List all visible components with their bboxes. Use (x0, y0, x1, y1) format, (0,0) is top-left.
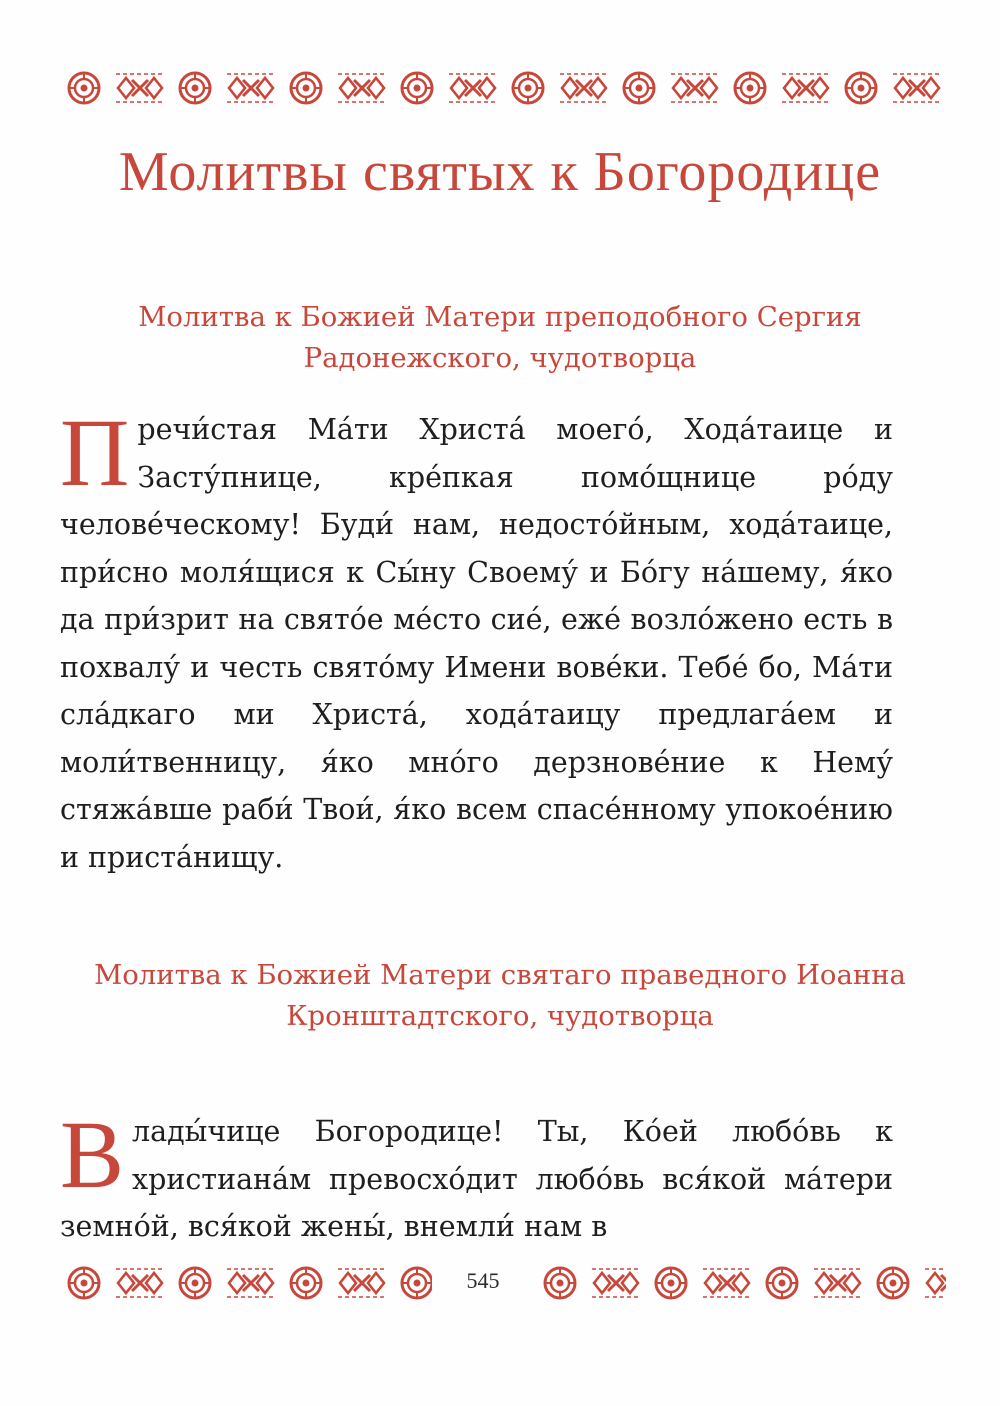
drop-cap-letter: П (60, 399, 130, 506)
prayer-body: речи́стая Ма́ти Христа́ моего́, Хода́таице и Засту́пнице, кре́пкая помо́щнице ро́ду челове́ческому! Буди́ нам, недосто́йным, хода́таице, при́сно моля́щися к Сы́ну Своему́ и Бо́гу на́шему, я́ко да при́зрит на свято́е ме́сто сие́, еже́ возло́жено есть в похвалу́ и честь свято́му Имени вове́ки. Тебе́ бо, Ма́ти сла́дкаго ми Христа́, хода́таицу предлага́ем и моли́твенницу, я́ко мно́го дерзнове́ние к Нему́ стяжа́вше раби́ Твои́, я́ко всем спасе́нному упокое́нию и приста́нищу. (60, 413, 893, 874)
ornament-band-top (58, 67, 946, 109)
drop-cap-letter: В (60, 1101, 125, 1208)
prayer-heading-john: Молитва к Божией Матери святаго праведного Иоанна Кронштадтского, чудотворца (94, 959, 906, 1032)
page-title: Молитвы святых к Богородице (118, 141, 882, 203)
prayer-text-john (60, 1101, 893, 1251)
prayer-body: лады́чице Богородице! Ты, Ко́ей любо́вь к христиана́м превосхо́дит любо́вь вся́кой ма́тери земно́й, вся́кой жены́, внемли́ нам в (60, 1115, 893, 1243)
ornament-band-bottom-left (58, 1262, 432, 1304)
page-number: 545 (466, 1268, 500, 1293)
prayer-text-sergius (60, 399, 893, 881)
ornament-band-bottom-right (534, 1262, 946, 1304)
prayer-heading-sergius: Молитва к Божией Матери преподобного Сергия Радонежского, чудотворца (138, 301, 862, 374)
